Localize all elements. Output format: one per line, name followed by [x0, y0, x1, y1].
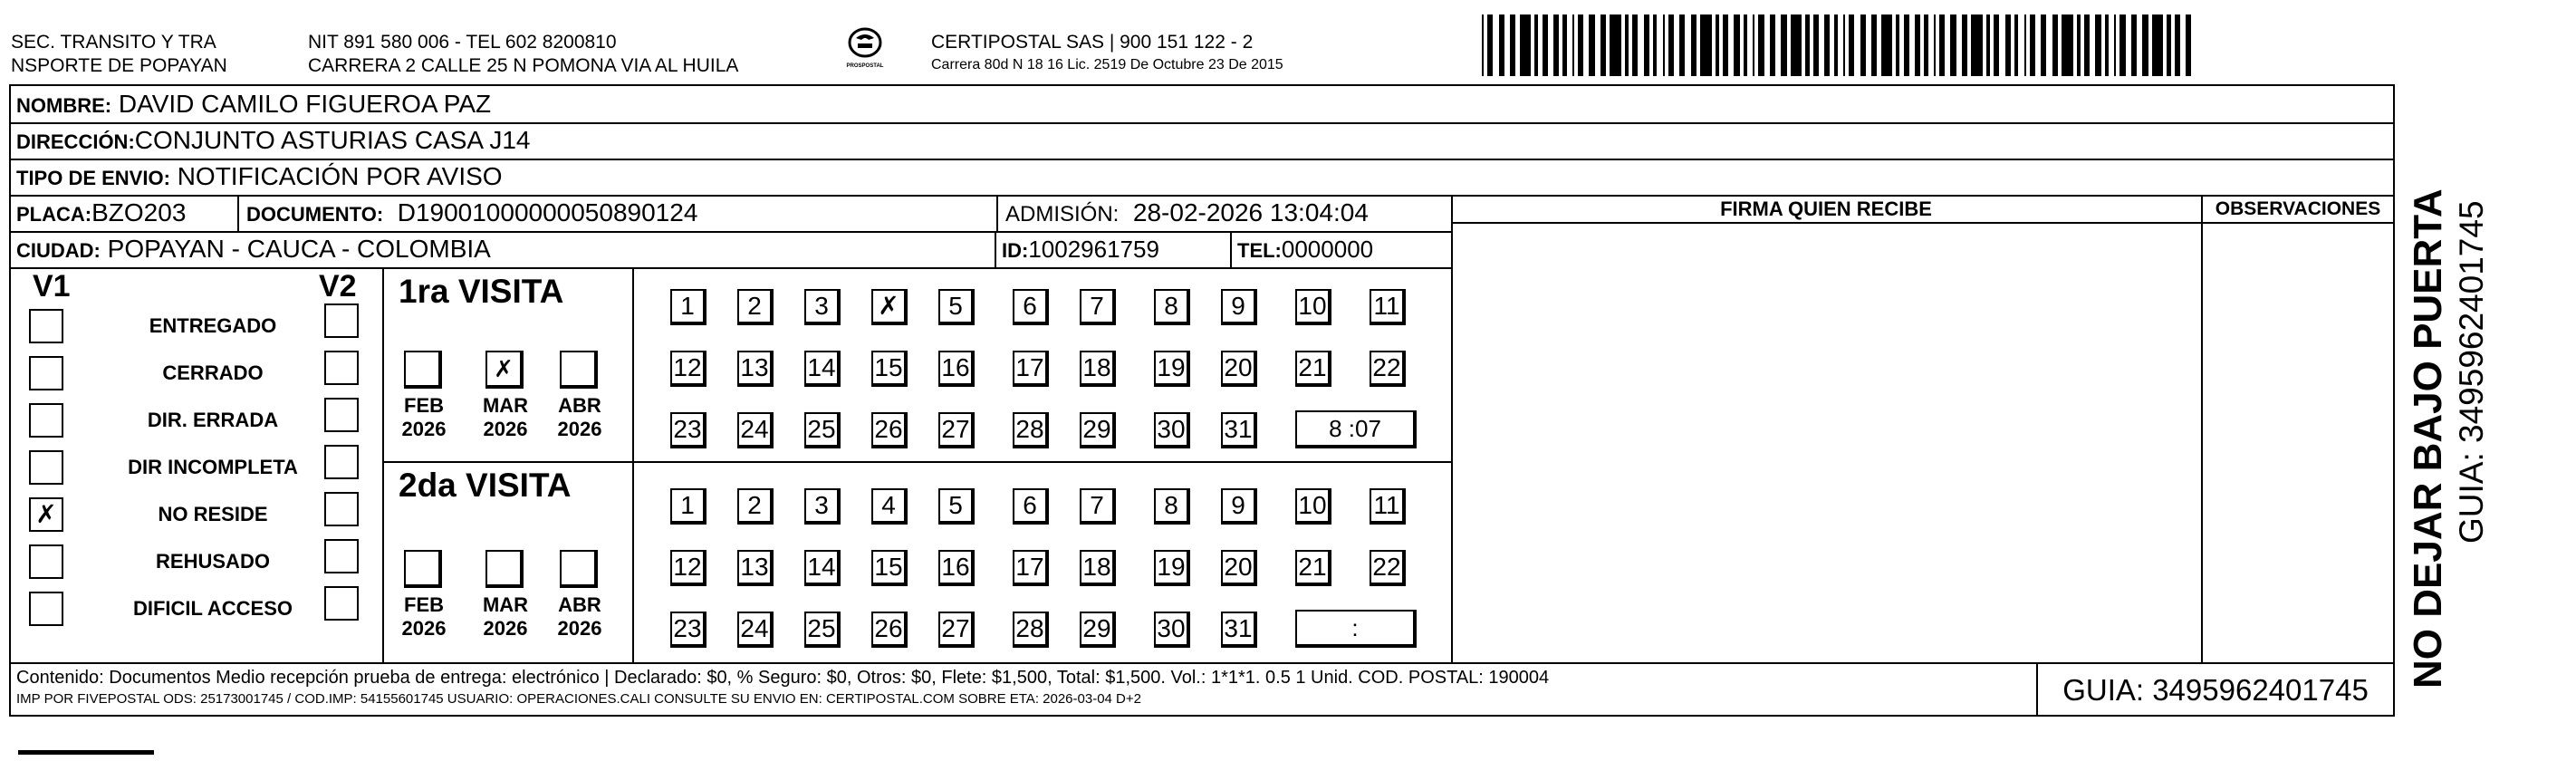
side-guia: GUIA: 3495962401745: [2453, 200, 2490, 544]
visit1-month-label: [395, 394, 453, 441]
visit2-day-box[interactable]: 3: [804, 488, 841, 525]
tel-field: [1237, 233, 1373, 267]
visit2-day-box[interactable]: 23: [670, 612, 706, 648]
v2-label: V2: [319, 269, 357, 303]
visit2-month-box[interactable]: [404, 550, 442, 588]
visit2-day-box[interactable]: 24: [737, 612, 774, 648]
admision-field: [1005, 197, 1369, 231]
visit1-day-box[interactable]: 29: [1080, 412, 1116, 448]
visit2-day-box[interactable]: 9: [1221, 488, 1257, 525]
visit1-day-box[interactable]: 6: [1013, 289, 1049, 325]
admision-label: ADMISIÓN:: [1005, 202, 1120, 226]
visit1-day-box[interactable]: 5: [938, 289, 975, 325]
v2-checkbox[interactable]: [324, 445, 359, 479]
visit1-day-box[interactable]: 18: [1080, 351, 1116, 387]
ciudad-field: [16, 233, 491, 267]
observaciones-label: OBSERVACIONES: [2215, 198, 2381, 219]
firma-area[interactable]: [1455, 226, 2199, 660]
month-name: ABR: [558, 593, 601, 616]
month-year: 2026: [401, 617, 447, 640]
visit2-title: 2da VISITA: [399, 467, 572, 504]
visit2-day-box[interactable]: 28: [1013, 612, 1049, 648]
logo-text: PROSPOSTAL: [846, 63, 884, 69]
carrier-info: CERTIPOSTAL SAS | 900 151 122 - 2 Carrera 80d N 18 16 Lic. 2519 De Octubre 23 De 2015: [931, 32, 1283, 72]
visit1-day-box[interactable]: 8: [1154, 289, 1190, 325]
tipo-field: [16, 160, 503, 195]
visit1-day-box[interactable]: 31: [1221, 412, 1257, 448]
visit2-day-box[interactable]: 17: [1013, 550, 1049, 586]
visit1-day-box[interactable]: 16: [938, 351, 975, 387]
visit2-time-box[interactable]: :: [1295, 610, 1417, 648]
visit2-day-box[interactable]: 13: [737, 550, 774, 586]
nombre-field: [16, 88, 491, 122]
status-label: NO RESIDE: [158, 503, 268, 525]
nombre-label: NOMBRE:: [16, 94, 112, 117]
visit2-month-label: [395, 593, 453, 641]
v1-checkbox[interactable]: [29, 450, 63, 485]
visit2-day-box[interactable]: 15: [871, 550, 908, 586]
status-label: REHUSADO: [156, 550, 270, 573]
tel-label: TEL:: [1237, 239, 1282, 262]
visit1-day-box[interactable]: 25: [804, 412, 841, 448]
visit1-month-label: [551, 394, 609, 441]
tipo-label: TIPO DE ENVIO:: [16, 167, 170, 189]
v2-checkbox[interactable]: [324, 492, 359, 526]
status-label: DIR. ERRADA: [147, 409, 279, 431]
visit1-day-box[interactable]: 22: [1370, 351, 1406, 387]
documento-field: [246, 197, 697, 231]
v2-checkbox[interactable]: [324, 351, 359, 385]
visit1-day-box[interactable]: 9: [1221, 289, 1257, 325]
visit1-day-box[interactable]: ✗: [871, 289, 908, 325]
sender-info: NIT 891 580 006 - TEL 602 8200810 CARRERA 2 CALLE 25 N POMONA VIA AL HUILA: [308, 32, 739, 76]
direccion-label: DIRECCIÓN:: [16, 130, 135, 153]
visit1-day-box[interactable]: 30: [1154, 412, 1190, 448]
visit2-day-box[interactable]: 4: [871, 488, 908, 525]
visit1-day-box[interactable]: 24: [737, 412, 774, 448]
visit1-month-box[interactable]: ✗: [485, 351, 524, 389]
visit2-month-box[interactable]: [560, 550, 598, 588]
month-year: 2026: [557, 617, 602, 640]
visit2-month-label: [551, 593, 609, 641]
nombre-value: DAVID CAMILO FIGUEROA PAZ: [118, 90, 492, 118]
barcode: [1482, 14, 2196, 76]
visit2-day-box[interactable]: 18: [1080, 550, 1116, 586]
ciudad-value: POPAYAN - CAUCA - COLOMBIA: [107, 235, 491, 263]
direccion-value: CONJUNTO ASTURIAS CASA J14: [134, 126, 531, 154]
month-name: FEB: [404, 394, 444, 417]
tipo-value: NOTIFICACIÓN POR AVISO: [177, 162, 503, 190]
v1-checkbox[interactable]: [29, 403, 63, 438]
v1-checkbox[interactable]: [29, 544, 63, 579]
status-label: ENTREGADO: [149, 314, 277, 337]
visit1-day-box[interactable]: 21: [1295, 351, 1331, 387]
admision-value: 28-02-2026 13:04:04: [1132, 198, 1369, 226]
v2-checkbox[interactable]: [324, 586, 359, 621]
visit2-day-box[interactable]: 5: [938, 488, 975, 525]
barcode-bar: [2191, 14, 2195, 76]
status-label: DIR INCOMPLETA: [128, 456, 298, 478]
placa-field: [16, 197, 186, 231]
carrier-logo: [833, 27, 897, 78]
visit2-day-box[interactable]: 19: [1154, 550, 1190, 586]
placa-label: PLACA:: [16, 203, 92, 226]
visit2-day-box[interactable]: 20: [1221, 550, 1257, 586]
visit1-day-box[interactable]: 27: [938, 412, 975, 448]
v1-checkbox[interactable]: ✗: [29, 497, 63, 532]
visit2-day-box[interactable]: 1: [670, 488, 706, 525]
v2-checkbox[interactable]: [324, 303, 359, 338]
visit1-day-box[interactable]: 26: [871, 412, 908, 448]
status-label: DIFICIL ACCESO: [132, 597, 293, 620]
ciudad-label: CIUDAD:: [16, 239, 101, 262]
visit2-day-box[interactable]: 6: [1013, 488, 1049, 525]
delivery-form: [9, 84, 2395, 717]
visit1-day-box[interactable]: 10: [1295, 289, 1331, 325]
sender-name: SEC. TRANSITO Y TRA NSPORTE DE POPAYAN: [11, 32, 227, 76]
tel-value: 0000000: [1281, 236, 1374, 263]
visit1-day-box[interactable]: 14: [804, 351, 841, 387]
logo-icon: [847, 27, 883, 58]
visit1-time-box[interactable]: 8 :07: [1295, 410, 1417, 448]
visit2-day-box[interactable]: 21: [1295, 550, 1331, 586]
month-year: 2026: [483, 617, 528, 640]
visit1-day-box[interactable]: 7: [1080, 289, 1116, 325]
month-year: 2026: [483, 418, 528, 440]
no-dejar-warning: NO DEJAR BAJO PUERTA: [2406, 188, 2450, 689]
direccion-field: [16, 124, 531, 159]
visit2-day-box[interactable]: 7: [1080, 488, 1116, 525]
id-label: ID:: [1002, 239, 1029, 262]
v1-label: V1: [33, 269, 71, 303]
visit1-day-box[interactable]: 23: [670, 412, 706, 448]
imp-text: IMP POR FIVEPOSTAL ODS: 25173001745 / COD.IMP: 54155601745 USUARIO: OPERACIONES.CALI CONSULTE SU ENVIO EN: CERTIPOSTAL.COM SOBRE ETA: 2026-03-04 D+2: [16, 691, 1141, 707]
observaciones-area[interactable]: [2205, 226, 2391, 660]
v1-checkbox[interactable]: [29, 309, 63, 343]
placa-value: BZO203: [91, 198, 187, 226]
visit2-day-box[interactable]: 14: [804, 550, 841, 586]
visit2-day-box[interactable]: 26: [871, 612, 908, 648]
visit2-day-box[interactable]: 22: [1370, 550, 1406, 586]
month-name: MAR: [482, 394, 529, 417]
visit1-month-label: [476, 394, 534, 441]
visit2-day-box[interactable]: 16: [938, 550, 975, 586]
id-field: [1002, 233, 1159, 267]
visit2-day-box[interactable]: 31: [1221, 612, 1257, 648]
perforation-mark: [18, 750, 154, 755]
id-value: 1002961759: [1028, 236, 1159, 263]
v2-checkbox[interactable]: [324, 398, 359, 432]
visit2-month-box[interactable]: [485, 550, 524, 588]
visit2-day-box[interactable]: 2: [737, 488, 774, 525]
v1-checkbox[interactable]: [29, 356, 63, 390]
visit1-month-box[interactable]: [404, 351, 442, 389]
footer-guia: GUIA: 3495962401745: [2062, 673, 2369, 707]
month-name: MAR: [482, 593, 529, 616]
visit1-day-box[interactable]: 3: [804, 289, 841, 325]
visit2-day-box[interactable]: 10: [1295, 488, 1331, 525]
month-name: ABR: [558, 394, 601, 417]
visit1-day-box[interactable]: 17: [1013, 351, 1049, 387]
visit1-day-box[interactable]: 13: [737, 351, 774, 387]
status-label: CERRADO: [162, 361, 264, 384]
visit1-title: 1ra VISITA: [399, 273, 564, 310]
documento-label: DOCUMENTO:: [246, 203, 384, 226]
visit1-day-box[interactable]: 15: [871, 351, 908, 387]
visit2-day-box[interactable]: 12: [670, 550, 706, 586]
visit1-day-box[interactable]: 28: [1013, 412, 1049, 448]
visit2-day-box[interactable]: 11: [1370, 488, 1406, 525]
v1-checkbox[interactable]: [29, 592, 63, 626]
month-name: FEB: [404, 593, 444, 616]
visit2-day-box[interactable]: 30: [1154, 612, 1190, 648]
documento-value: D19001000000050890124: [397, 198, 698, 226]
visit2-day-box[interactable]: 25: [804, 612, 841, 648]
visit1-day-box[interactable]: 20: [1221, 351, 1257, 387]
contenido-text: Contenido: Documentos Medio recepción prueba de entrega: electrónico | Declarado: $0, % Seguro: $0, Otros: $0, Flete: $1,500, Total: $1,500. Vol.: 1*1*1. 0.5 1 Unid. COD. POSTAL: 190004: [16, 668, 1550, 688]
visit1-day-box[interactable]: 2: [737, 289, 774, 325]
firma-label: FIRMA QUIEN RECIBE: [1720, 197, 1932, 220]
visit1-day-box[interactable]: 19: [1154, 351, 1190, 387]
month-year: 2026: [401, 418, 447, 440]
visit2-day-box[interactable]: 8: [1154, 488, 1190, 525]
visit1-day-box[interactable]: 11: [1370, 289, 1406, 325]
v2-checkbox[interactable]: [324, 539, 359, 573]
visit1-month-box[interactable]: [560, 351, 598, 389]
month-year: 2026: [557, 418, 602, 440]
visit2-month-label: [476, 593, 534, 641]
visit1-day-box[interactable]: 1: [670, 289, 706, 325]
visit2-day-box[interactable]: 27: [938, 612, 975, 648]
visit2-day-box[interactable]: 29: [1080, 612, 1116, 648]
visit1-day-box[interactable]: 12: [670, 351, 706, 387]
